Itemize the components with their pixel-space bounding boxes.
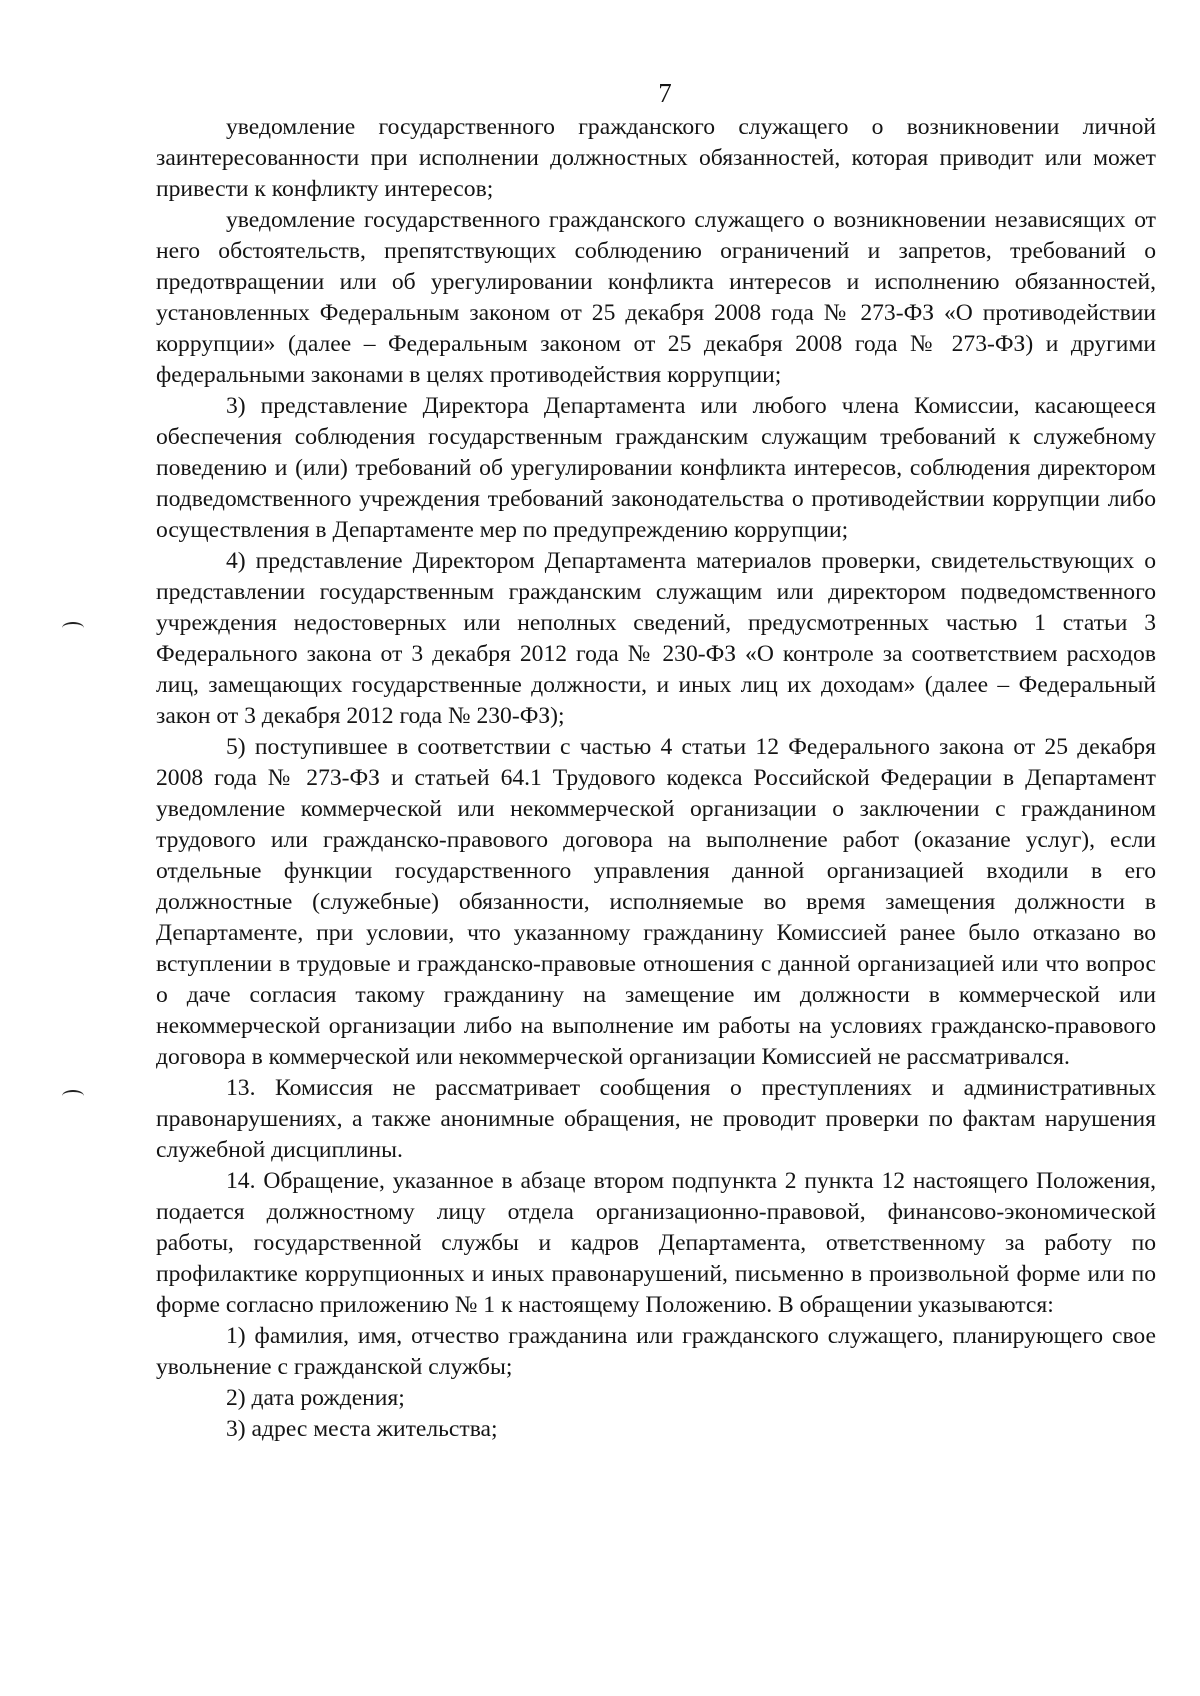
paragraph-conflict-notice: уведомление государственного гражданского служащего о возникновении личной заинтересованности при исполнении должностных обязанностей, которая приводит или может привести к конфликту интересов; [156, 114, 1156, 202]
list-item-birth-date: 2) дата рождения; [226, 1385, 405, 1411]
paragraph-14: 14. Обращение, указанное в абзаце втором подпункта 2 пункта 12 настоящего Положения, подается должностному лицу отдела организационно-правовой, финансово-экономической работы, государственной службы и кадров Департамента, ответственному за работу по профилактике коррупционных и иных правонарушений, письменно в произвольной форме или по форме согласно приложению № 1 к настоящему Положению. В обращении указываются: [156, 1168, 1156, 1318]
list-item-address: 3) адрес места жительства; [226, 1416, 498, 1442]
paragraph-14-item-1: 1) фамилия, имя, отчество гражданина или гражданского служащего, планирующего свое увольнение с гражданской службы; [156, 1323, 1156, 1380]
paragraph-13: 13. Комиссия не рассматривает сообщения о преступлениях и административных правонарушениях, а также анонимные обращения, не проводит проверки по фактам нарушения служебной дисциплины. [156, 1075, 1156, 1163]
paragraph-item-3: 3) представление Директора Департамента или любого члена Комиссии, касающееся обеспечения соблюдения государственным гражданским служащим требований к служебному поведению и (или) требований об урегулировании конфликта интересов, соблюдения директором подведомственного учреждения требований законодательства о противодействии коррупции либо осуществления в Департаменте мер по предупреждению коррупции; [156, 393, 1156, 543]
paragraph-item-5: 5) поступившее в соответствии с частью 4 статьи 12 Федерального закона от 25 декабря 2008 года № 273-ФЗ и статьей 64.1 Трудового кодекса Российской Федерации в Департамент уведомление коммерческой или некоммерческой организации о заключении с гражданином трудового или гражданско-правового договора на выполнение работ (оказание услуг), если отдельные функции государственного управления данной организацией входили в его должностные (служебные) обязанности, исполняемые во время замещения должности в Департаменте, при условии, что указанному гражданину Комиссией ранее было отказано во вступлении в трудовые и гражданско-правовые отношения с данной организацией или что вопрос о даче согласия такому гражданину на замещение им должности в коммерческой или некоммерческой организации либо на выполнение им работы на условиях гражданско-правового договора в коммерческой или некоммерческой организации Комиссией не рассматривался. [156, 734, 1156, 1070]
binding-hole-mark [62, 622, 84, 634]
binding-hole-mark [62, 1090, 84, 1102]
body-text [156, 112, 1156, 1445]
paragraph-circumstances-notice: уведомление государственного гражданского служащего о возникновении независящих от него обстоятельств, препятствующих соблюдению ограничений и запретов, требований о предотвращении или об урегулировании конфликта интересов и исполнению обязанностей, установленных Федеральным законом от 25 декабря 2008 года № 273-ФЗ «О противодействии коррупции» (далее – Федеральным законом от 25 декабря 2008 года № 273-ФЗ) и другими федеральными законами в целях противодействия коррупции; [156, 207, 1156, 388]
paragraph-item-4: 4) представление Директором Департамента материалов проверки, свидетельствующих о представлении государственным гражданским служащим или директором подведомственного учреждения недостоверных или неполных сведений, предусмотренных частью 1 статьи 3 Федерального закона от 3 декабря 2012 года № 230-ФЗ «О контроле за соответствием расходов лиц, замещающих государственные должности, и иных лиц их доходам» (далее – Федеральный закон от 3 декабря 2012 года № 230-ФЗ); [156, 548, 1156, 729]
page-number: 7 [658, 78, 672, 108]
